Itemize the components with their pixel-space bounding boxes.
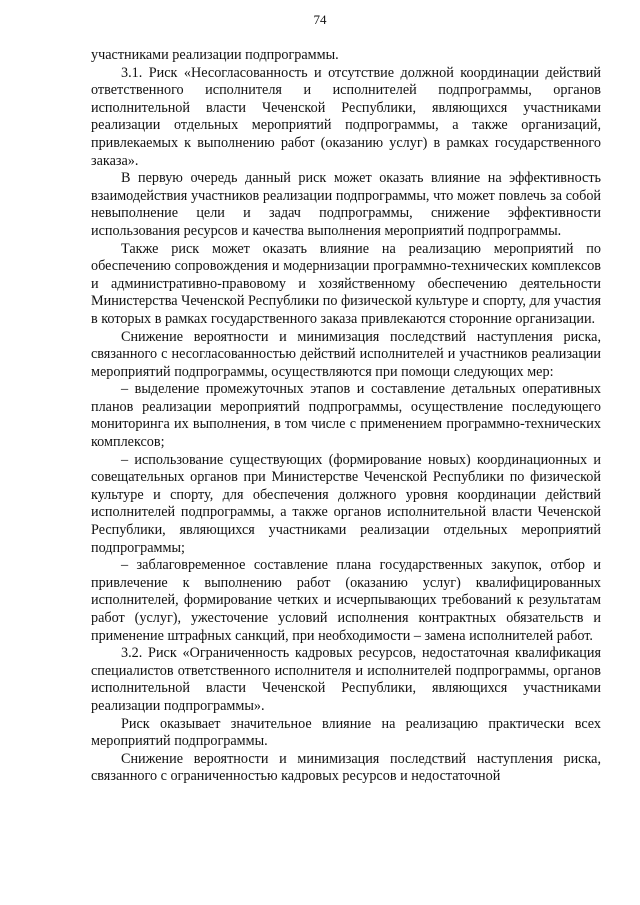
paragraph-continuation: участниками реализации подпрограммы. [91, 47, 339, 63]
page-number: 74 [313, 12, 327, 27]
paragraph-risk-impact: В первую очередь данный риск может оказать влияние на эффективность взаимодействия участников реализации подпрограммы, что может повлечь за собой невыполнение цели и задач подпрограммы, снижение эффективности использования ресурсов и качества выполнения мероприятий подпрограммы. [91, 170, 601, 239]
paragraph-mitigation-intro: Снижение вероятности и минимизация последствий наступления риска, связанного с несогласованностью действий исполнителей и участников реализации мероприятий подпрограммы, осуществляются при помощи следующих мер: [91, 328, 601, 380]
paragraph-risk-influence-2: Риск оказывает значительное влияние на реализацию практически всех мероприятий подпрограммы. [91, 715, 601, 750]
paragraph-mitigation-intro-2: Снижение вероятности и минимизация последствий наступления риска, связанного с ограниченностью кадровых ресурсов и недостаточной [91, 750, 601, 785]
paragraph-risk-3-2: 3.2. Риск «Ограниченность кадровых ресурсов, недостаточная квалификация специалистов ответственного исполнителя и исполнителей подпрограммы, органов исполнительной власти Чеченской Республики, являющихся участниками реализации подпрограммы». [91, 645, 601, 714]
paragraph-risk-influence: Также риск может оказать влияние на реализацию мероприятий по обеспечению сопровождения и модернизации программно-технических комплексов и административно-правовому и хозяйственному обеспечению деятельности Министерства Чеченской Республики по физической культуре и спорту, для участия в которых в рамках государственного заказа привлекаются сторонние организации. [91, 240, 601, 327]
document-body [91, 47, 601, 786]
list-item-measure-2: – использование существующих (формирование новых) координационных и совещательных органов при Министерстве Чеченской Республики по физической культуре и спорту, для обеспечения должного уровня координации действий исполнителей подпрограммы, а также органов исполнительной власти Чеченской Республики, являющихся участниками реализации отдельных мероприятий подпрограммы; [91, 451, 601, 556]
paragraph-risk-3-1: 3.1. Риск «Несогласованность и отсутствие должной координации действий ответственного исполнителя и исполнителей подпрограммы, органов исполнительной власти Чеченской Республики, являющихся участниками реализации отдельных мероприятий подпрограммы, а также организаций, привлекаемых к выполнению работ (оказанию услуг) в рамках государственного заказа». [91, 64, 601, 169]
list-item-measure-1: – выделение промежуточных этапов и составление детальных оперативных планов реализации мероприятий подпрограммы, осуществление последующего мониторинга их выполнения, в том числе с применением программно-технических комплексов; [91, 381, 601, 451]
list-item-measure-3: – заблаговременное составление плана государственных закупок, отбор и привлечение к выполнению работ (оказанию услуг) квалифицированных исполнителей, формирование четких и исчерпывающих требований к результатам работ (услуг), ужесточение условий исполнения контрактных обязательств и применение штрафных санкций, при необходимости – замена исполнителей работ. [91, 557, 601, 644]
